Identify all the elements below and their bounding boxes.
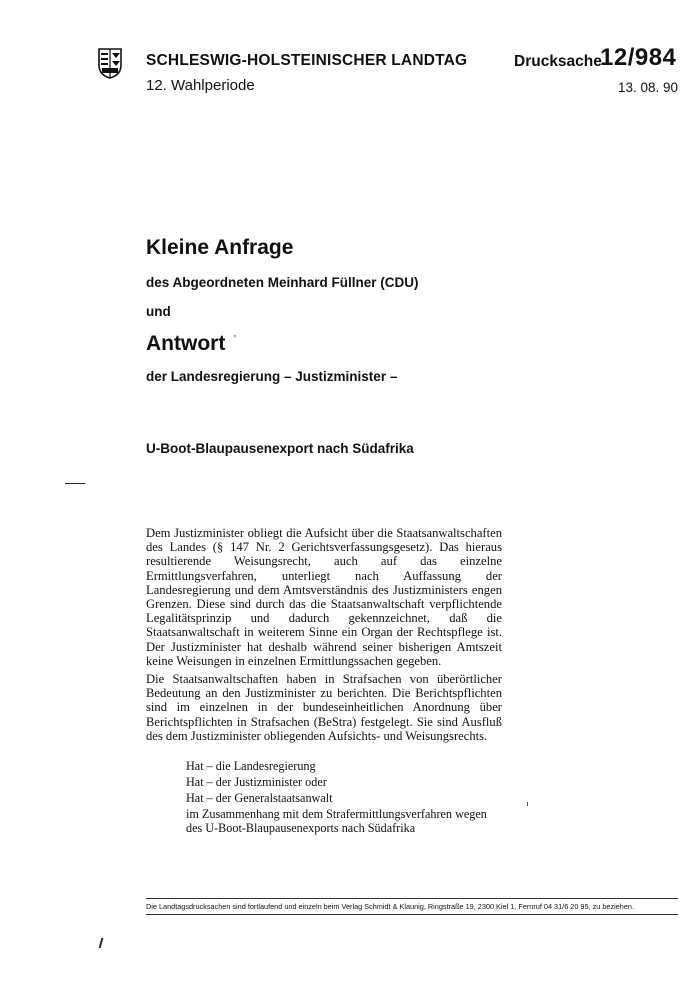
footer-rule-bottom <box>146 914 678 915</box>
document-type-heading: Kleine Anfrage <box>146 236 294 259</box>
answer-heading: Antwort <box>146 332 226 355</box>
stray-mark: ' <box>234 334 236 345</box>
legislative-period: 12. Wahlperiode <box>146 77 255 94</box>
answer-paragraph: Dem Justizminister obliegt die Aufsicht über die Staatsanwaltschaften des Landes (§ 147 Nr. 2 Gerichtsverfassungsgesetz). Das hieraus resultierende Weisungsrecht, auch auf das einzelne Ermittlungsverfahren, unterliegt nach Auffassung der Landesregierung und dem Amtsverständnis des Justizministers engen Grenzen. Diese sind durch das die Staatsanwaltschaft verpflichtende Legalitätsprinzip und dadurch gekennzeichnet, daß die Staatsanwaltschaft in weiterem Sinne ein Organ der Rechtspflege ist. Der Justizminister hat deshalb während seiner bisherigen Amtszeit keine Weisungen in einzelnen Ermittlungssachen gegeben. <box>146 526 502 668</box>
question-item: Hat – der Generalstaatsanwalt <box>186 791 333 805</box>
question-item: Hat – der Justizminister oder <box>186 775 327 789</box>
margin-mark <box>65 483 85 484</box>
answer-body <box>146 526 502 747</box>
responder-line: der Landesregierung – Justizminister – <box>146 369 398 384</box>
stray-mark <box>527 802 528 806</box>
question-item: Hat – die Landesregierung <box>186 759 316 773</box>
parliament-name: SCHLESWIG-HOLSTEINISCHER LANDTAG <box>146 52 468 69</box>
subject-heading: U-Boot-Blaupausenexport nach Südafrika <box>146 441 414 456</box>
coat-of-arms-icon <box>97 47 123 79</box>
stray-mark <box>99 938 104 948</box>
footer-rule-top <box>146 898 678 899</box>
drucksache-label: Drucksache <box>514 53 602 70</box>
question-list <box>186 758 506 835</box>
question-continuation: im Zusammenhang mit dem Strafermittlungsverfahren wegen des U-Boot-Blaupausenexports nach Südafrika <box>186 807 487 835</box>
questioner-line: des Abgeordneten Meinhard Füllner (CDU) <box>146 275 419 290</box>
conjunction: und <box>146 304 171 319</box>
footer-note: Die Landtagsdrucksachen sind fortlaufend und einzeln beim Verlag Schmidt & Klaunig, Ringstraße 19, 2300 Kiel 1, Fernruf 04 31/6 20 95, zu beziehen. <box>146 902 634 911</box>
answer-paragraph: Die Staatsanwaltschaften haben in Strafsachen von überörtlicher Bedeutung an den Justizminister zu berichten. Die Berichtspflichten sind im einzelnen in der bundeseinheitlichen Anordnung über Berichtspflichten in Strafsachen (BeStra) festgelegt. Sie sind Ausfluß des dem Justizminister obliegenden Aufsichts- und Weisungsrechts. <box>146 672 502 743</box>
drucksache-number: 12/984 <box>600 44 677 71</box>
document-date: 13. 08. 90 <box>617 80 678 95</box>
